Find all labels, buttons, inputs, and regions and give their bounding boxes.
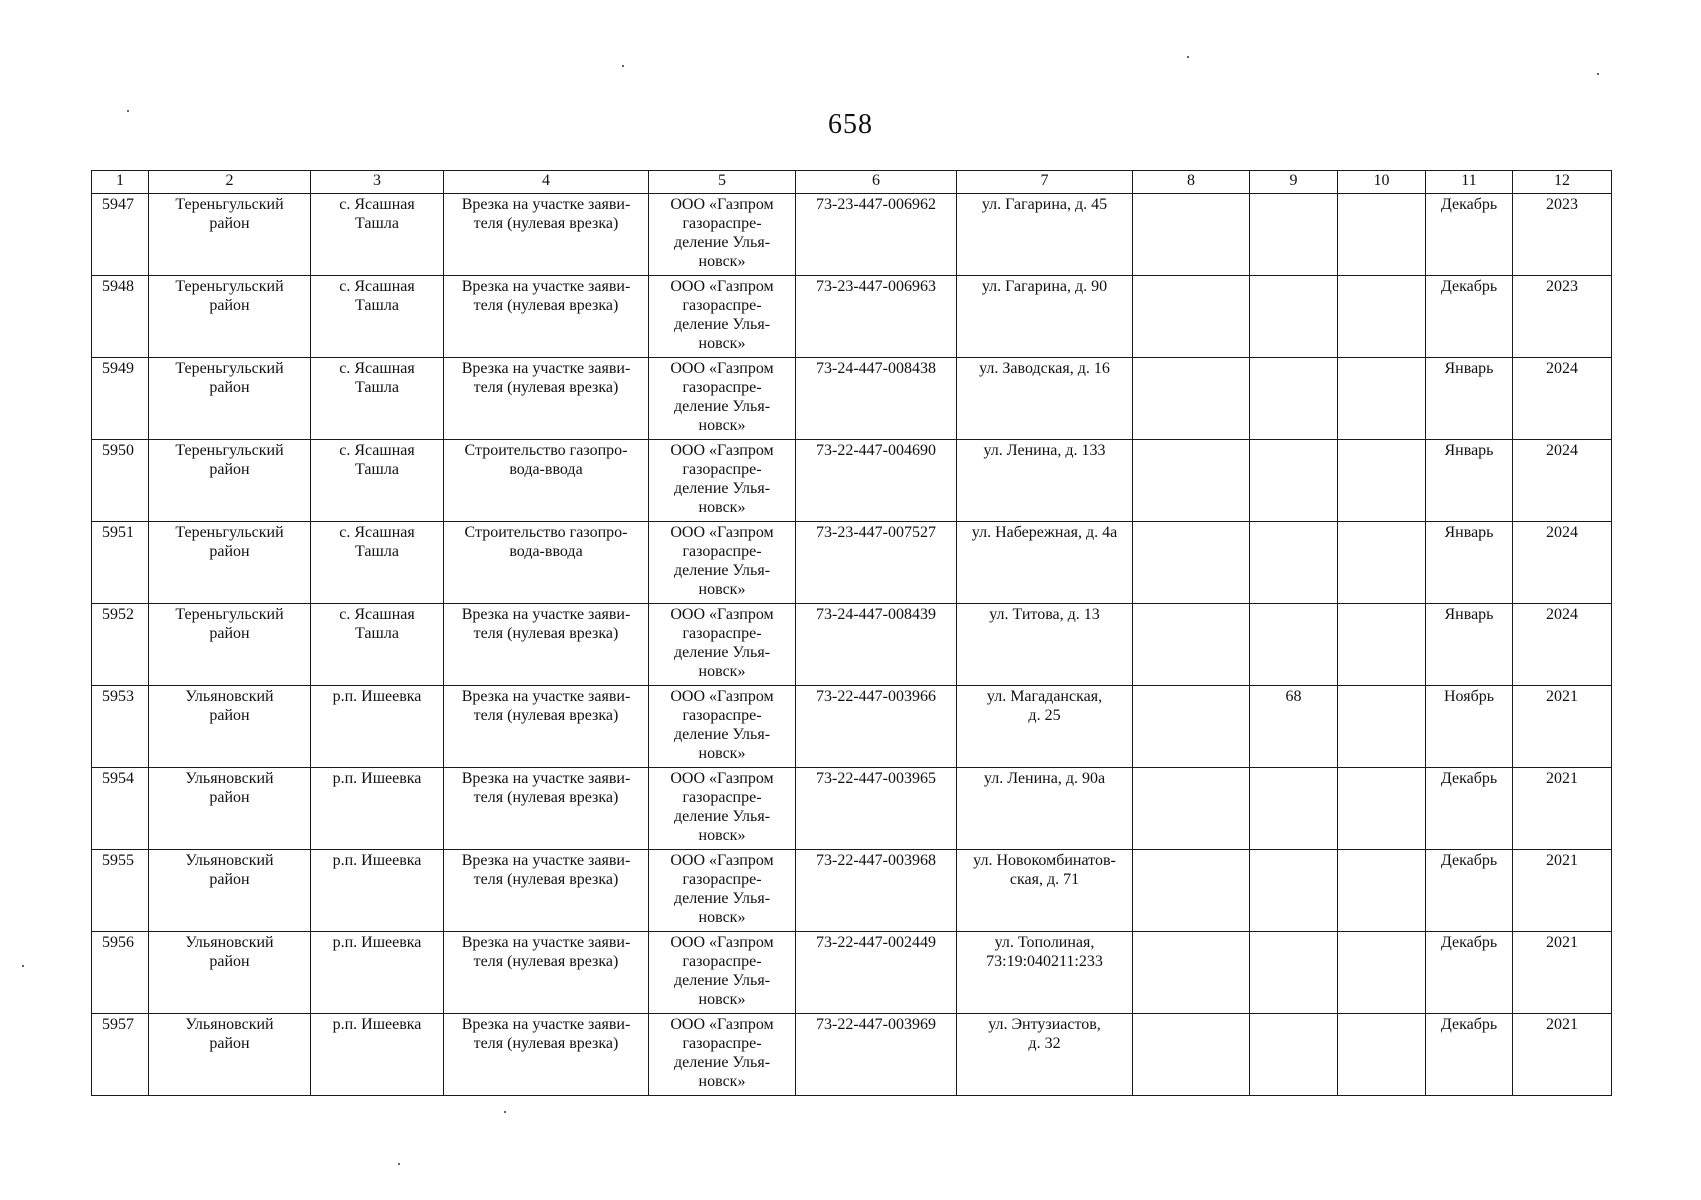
cell-line: район xyxy=(209,379,250,396)
cell-number: 5954 xyxy=(92,768,149,850)
cell-line: район xyxy=(209,1035,250,1052)
cell-organization xyxy=(649,522,796,604)
cell-settlement xyxy=(311,194,444,276)
cell-work-type xyxy=(444,850,649,932)
cell-line: Врезка на участке заяви- xyxy=(461,360,631,377)
cell-line: новск» xyxy=(698,581,746,598)
cell-line: новск» xyxy=(698,499,746,516)
cell-line: вода-ввода xyxy=(509,461,583,478)
cell-month: Декабрь xyxy=(1426,932,1513,1014)
cell-month: Январь xyxy=(1426,440,1513,522)
column-header-11: 11 xyxy=(1426,171,1513,194)
cell-address xyxy=(957,686,1133,768)
cell-line: Врезка на участке заяви- xyxy=(461,770,631,787)
cell-line: ул. Энтузиастов, xyxy=(988,1016,1101,1033)
cell-district xyxy=(149,358,311,440)
cell-number: 5956 xyxy=(92,932,149,1014)
cell-work-type xyxy=(444,1014,649,1096)
column-header-1: 1 xyxy=(92,171,149,194)
cell-line: Врезка на участке заяви- xyxy=(461,278,631,295)
cell-address xyxy=(957,850,1133,932)
table-row xyxy=(92,932,1612,1014)
cell-column-8 xyxy=(1133,522,1250,604)
cell-line: ская, д. 71 xyxy=(1009,871,1080,888)
cell-line: деление Улья- xyxy=(673,234,771,251)
scan-speck xyxy=(22,965,24,967)
cell-number: 5950 xyxy=(92,440,149,522)
cell-request-code: 73-23-447-007527 xyxy=(796,522,957,604)
cell-line: новск» xyxy=(698,417,746,434)
cell-district xyxy=(149,276,311,358)
cell-line: район xyxy=(209,625,250,642)
cell-address xyxy=(957,604,1133,686)
table-row xyxy=(92,194,1612,276)
cell-year: 2023 xyxy=(1513,194,1612,276)
cell-work-type xyxy=(444,522,649,604)
cell-district xyxy=(149,1014,311,1096)
table-row xyxy=(92,276,1612,358)
cell-organization xyxy=(649,440,796,522)
cell-number: 5957 xyxy=(92,1014,149,1096)
cell-line: деление Улья- xyxy=(673,726,771,743)
cell-organization xyxy=(649,850,796,932)
cell-line: район xyxy=(209,707,250,724)
cell-month: Январь xyxy=(1426,522,1513,604)
cell-work-type xyxy=(444,686,649,768)
cell-settlement xyxy=(311,932,444,1014)
cell-organization xyxy=(649,276,796,358)
cell-settlement xyxy=(311,276,444,358)
cell-work-type xyxy=(444,604,649,686)
cell-line: 73:19:040211:233 xyxy=(986,953,1103,970)
cell-line: газораспре- xyxy=(682,297,762,314)
cell-work-type xyxy=(444,768,649,850)
cell-line: с. Ясашная xyxy=(339,524,415,541)
cell-line: р.п. Ишеевка xyxy=(332,852,422,869)
cell-column-10 xyxy=(1338,686,1426,768)
cell-column-10 xyxy=(1338,276,1426,358)
cell-line: Тереньгульский xyxy=(175,196,284,213)
cell-line: Врезка на участке заяви- xyxy=(461,196,631,213)
cell-year: 2023 xyxy=(1513,276,1612,358)
cell-line: деление Улья- xyxy=(673,644,771,661)
cell-organization xyxy=(649,358,796,440)
table-row xyxy=(92,1014,1612,1096)
column-header-9: 9 xyxy=(1250,171,1338,194)
cell-request-code: 73-22-447-002449 xyxy=(796,932,957,1014)
cell-line: с. Ясашная xyxy=(339,196,415,213)
cell-line: Врезка на участке заяви- xyxy=(461,688,631,705)
cell-column-10 xyxy=(1338,358,1426,440)
table-body xyxy=(92,194,1612,1096)
cell-line: ООО «Газпром xyxy=(670,688,774,705)
cell-column-10 xyxy=(1338,522,1426,604)
cell-line: Ульяновский xyxy=(185,770,274,787)
cell-column-8 xyxy=(1133,440,1250,522)
cell-column-8 xyxy=(1133,850,1250,932)
cell-request-code: 73-24-447-008438 xyxy=(796,358,957,440)
cell-line: деление Улья- xyxy=(673,972,771,989)
cell-settlement xyxy=(311,1014,444,1096)
cell-year: 2021 xyxy=(1513,1014,1612,1096)
cell-line: ул. Ленина, д. 133 xyxy=(983,442,1106,459)
cell-line: ООО «Газпром xyxy=(670,1016,774,1033)
cell-line: Строительство газопро- xyxy=(464,524,628,541)
cell-month: Декабрь xyxy=(1426,1014,1513,1096)
cell-district xyxy=(149,194,311,276)
cell-column-8 xyxy=(1133,604,1250,686)
cell-request-code: 73-23-447-006963 xyxy=(796,276,957,358)
cell-column-8 xyxy=(1133,194,1250,276)
cell-line: с. Ясашная xyxy=(339,360,415,377)
cell-line: новск» xyxy=(698,253,746,270)
cell-line: ул. Титова, д. 13 xyxy=(989,606,1100,623)
cell-line: ООО «Газпром xyxy=(670,606,774,623)
cell-column-9 xyxy=(1250,358,1338,440)
cell-number: 5948 xyxy=(92,276,149,358)
cell-column-9 xyxy=(1250,1014,1338,1096)
cell-line: ул. Ленина, д. 90а xyxy=(983,770,1106,787)
cell-column-9 xyxy=(1250,440,1338,522)
cell-line: ООО «Газпром xyxy=(670,524,774,541)
cell-line: Тереньгульский xyxy=(175,278,284,295)
cell-line: новск» xyxy=(698,909,746,926)
cell-work-type xyxy=(444,276,649,358)
cell-column-8 xyxy=(1133,1014,1250,1096)
cell-address xyxy=(957,932,1133,1014)
cell-line: ул. Новокомбинатов- xyxy=(973,852,1116,869)
column-number-row xyxy=(92,171,1612,194)
table-row xyxy=(92,850,1612,932)
cell-line: ул. Гагарина, д. 90 xyxy=(981,278,1108,295)
table-row xyxy=(92,440,1612,522)
cell-settlement xyxy=(311,768,444,850)
cell-request-code: 73-22-447-004690 xyxy=(796,440,957,522)
scan-speck xyxy=(504,1111,506,1113)
cell-number: 5949 xyxy=(92,358,149,440)
column-header-5: 5 xyxy=(649,171,796,194)
cell-district xyxy=(149,604,311,686)
cell-address xyxy=(957,194,1133,276)
cell-line: деление Улья- xyxy=(673,316,771,333)
cell-column-8 xyxy=(1133,276,1250,358)
cell-line: Врезка на участке заяви- xyxy=(461,606,631,623)
cell-district xyxy=(149,686,311,768)
cell-work-type xyxy=(444,440,649,522)
cell-work-type xyxy=(444,358,649,440)
cell-line: ул. Набережная, д. 4а xyxy=(971,524,1118,541)
cell-line: Строительство газопро- xyxy=(464,442,628,459)
cell-line: газораспре- xyxy=(682,707,762,724)
cell-line: теля (нулевая врезка) xyxy=(473,1035,619,1052)
scan-speck xyxy=(127,110,129,112)
cell-line: Ульяновский xyxy=(185,688,274,705)
cell-address xyxy=(957,276,1133,358)
cell-line: деление Улья- xyxy=(673,808,771,825)
cell-organization xyxy=(649,1014,796,1096)
cell-line: ул. Тополиная, xyxy=(994,934,1095,951)
cell-settlement xyxy=(311,850,444,932)
column-header-7: 7 xyxy=(957,171,1133,194)
cell-line: новск» xyxy=(698,335,746,352)
cell-line: деление Улья- xyxy=(673,398,771,415)
cell-line: теля (нулевая врезка) xyxy=(473,789,619,806)
cell-line: вода-ввода xyxy=(509,543,583,560)
scan-speck xyxy=(1187,56,1189,58)
cell-line: газораспре- xyxy=(682,215,762,232)
cell-line: теля (нулевая врезка) xyxy=(473,871,619,888)
cell-month: Январь xyxy=(1426,604,1513,686)
cell-line: новск» xyxy=(698,1073,746,1090)
cell-line: с. Ясашная xyxy=(339,278,415,295)
cell-line: Ульяновский xyxy=(185,852,274,869)
cell-column-9 xyxy=(1250,522,1338,604)
cell-number: 5952 xyxy=(92,604,149,686)
page-number: 658 xyxy=(828,109,873,140)
cell-number: 5953 xyxy=(92,686,149,768)
cell-line: Ташла xyxy=(355,215,399,232)
cell-year: 2021 xyxy=(1513,768,1612,850)
cell-organization xyxy=(649,194,796,276)
cell-district xyxy=(149,850,311,932)
cell-column-10 xyxy=(1338,604,1426,686)
cell-settlement xyxy=(311,358,444,440)
cell-line: теля (нулевая врезка) xyxy=(473,379,619,396)
column-header-6: 6 xyxy=(796,171,957,194)
cell-line: деление Улья- xyxy=(673,480,771,497)
cell-address xyxy=(957,440,1133,522)
cell-line: Ульяновский xyxy=(185,1016,274,1033)
cell-column-9 xyxy=(1250,604,1338,686)
cell-column-10 xyxy=(1338,932,1426,1014)
column-header-2: 2 xyxy=(149,171,311,194)
cell-column-10 xyxy=(1338,1014,1426,1096)
cell-column-9 xyxy=(1250,850,1338,932)
cell-year: 2021 xyxy=(1513,686,1612,768)
cell-line: газораспре- xyxy=(682,953,762,970)
cell-district xyxy=(149,768,311,850)
cell-request-code: 73-22-447-003968 xyxy=(796,850,957,932)
cell-column-10 xyxy=(1338,440,1426,522)
column-header-4: 4 xyxy=(444,171,649,194)
cell-settlement xyxy=(311,686,444,768)
cell-line: газораспре- xyxy=(682,1035,762,1052)
cell-settlement xyxy=(311,604,444,686)
cell-year: 2024 xyxy=(1513,358,1612,440)
cell-line: новск» xyxy=(698,663,746,680)
cell-column-10 xyxy=(1338,768,1426,850)
cell-year: 2024 xyxy=(1513,440,1612,522)
cell-line: Ташла xyxy=(355,379,399,396)
cell-column-8 xyxy=(1133,932,1250,1014)
cell-line: ООО «Газпром xyxy=(670,770,774,787)
cell-settlement xyxy=(311,522,444,604)
cell-month: Январь xyxy=(1426,358,1513,440)
cell-line: Тереньгульский xyxy=(175,524,284,541)
cell-year: 2021 xyxy=(1513,932,1612,1014)
cell-line: р.п. Ишеевка xyxy=(332,934,422,951)
cell-year: 2024 xyxy=(1513,604,1612,686)
column-header-3: 3 xyxy=(311,171,444,194)
cell-address xyxy=(957,522,1133,604)
cell-line: р.п. Ишеевка xyxy=(332,770,422,787)
cell-line: газораспре- xyxy=(682,461,762,478)
cell-month: Декабрь xyxy=(1426,850,1513,932)
cell-line: теля (нулевая врезка) xyxy=(473,953,619,970)
cell-line: район xyxy=(209,297,250,314)
cell-column-8 xyxy=(1133,358,1250,440)
cell-number: 5947 xyxy=(92,194,149,276)
cell-work-type xyxy=(444,932,649,1014)
cell-line: газораспре- xyxy=(682,789,762,806)
cell-line: деление Улья- xyxy=(673,1054,771,1071)
table-row xyxy=(92,358,1612,440)
cell-line: теля (нулевая врезка) xyxy=(473,215,619,232)
cell-line: Ташла xyxy=(355,543,399,560)
cell-line: Ташла xyxy=(355,297,399,314)
cell-line: газораспре- xyxy=(682,871,762,888)
table-row xyxy=(92,522,1612,604)
cell-number: 5951 xyxy=(92,522,149,604)
cell-line: район xyxy=(209,953,250,970)
cell-organization xyxy=(649,768,796,850)
cell-request-code: 73-22-447-003965 xyxy=(796,768,957,850)
cell-line: теля (нулевая врезка) xyxy=(473,707,619,724)
cell-line: газораспре- xyxy=(682,543,762,560)
cell-year: 2021 xyxy=(1513,850,1612,932)
column-header-10: 10 xyxy=(1338,171,1426,194)
cell-line: ул. Заводская, д. 16 xyxy=(979,360,1110,377)
cell-line: Врезка на участке заяви- xyxy=(461,1016,631,1033)
cell-request-code: 73-22-447-003969 xyxy=(796,1014,957,1096)
cell-address xyxy=(957,358,1133,440)
cell-line: газораспре- xyxy=(682,625,762,642)
cell-month: Декабрь xyxy=(1426,194,1513,276)
cell-address xyxy=(957,1014,1133,1096)
cell-line: район xyxy=(209,543,250,560)
cell-line: Врезка на участке заяви- xyxy=(461,852,631,869)
cell-column-9 xyxy=(1250,768,1338,850)
cell-column-9 xyxy=(1250,932,1338,1014)
cell-request-code: 73-22-447-003966 xyxy=(796,686,957,768)
scan-speck xyxy=(622,65,624,67)
cell-month: Декабрь xyxy=(1426,276,1513,358)
cell-request-code: 73-24-447-008439 xyxy=(796,604,957,686)
cell-line: деление Улья- xyxy=(673,562,771,579)
cell-column-9 xyxy=(1250,194,1338,276)
cell-line: ООО «Газпром xyxy=(670,278,774,295)
cell-line: р.п. Ишеевка xyxy=(332,688,422,705)
column-header-8: 8 xyxy=(1133,171,1250,194)
table-row xyxy=(92,768,1612,850)
cell-line: район xyxy=(209,789,250,806)
cell-year: 2024 xyxy=(1513,522,1612,604)
cell-line: район xyxy=(209,215,250,232)
cell-month: Ноябрь xyxy=(1426,686,1513,768)
cell-line: ООО «Газпром xyxy=(670,934,774,951)
cell-line: ул. Гагарина, д. 45 xyxy=(981,196,1108,213)
cell-column-9: 68 xyxy=(1250,686,1338,768)
cell-line: район xyxy=(209,461,250,478)
cell-line: деление Улья- xyxy=(673,890,771,907)
cell-line: Ташла xyxy=(355,625,399,642)
scan-speck xyxy=(1597,73,1599,75)
cell-line: теля (нулевая врезка) xyxy=(473,297,619,314)
cell-settlement xyxy=(311,440,444,522)
table-header xyxy=(92,171,1612,194)
cell-line: д. 25 xyxy=(1028,707,1061,724)
cell-number: 5955 xyxy=(92,850,149,932)
cell-line: новск» xyxy=(698,745,746,762)
cell-organization xyxy=(649,932,796,1014)
cell-address xyxy=(957,768,1133,850)
cell-month: Декабрь xyxy=(1426,768,1513,850)
cell-line: Тереньгульский xyxy=(175,360,284,377)
cell-organization xyxy=(649,604,796,686)
cell-column-8 xyxy=(1133,686,1250,768)
cell-line: ООО «Газпром xyxy=(670,442,774,459)
table-row xyxy=(92,686,1612,768)
cell-line: новск» xyxy=(698,991,746,1008)
cell-work-type xyxy=(444,194,649,276)
cell-line: д. 32 xyxy=(1028,1035,1061,1052)
gasification-table xyxy=(91,170,1612,1096)
cell-line: район xyxy=(209,871,250,888)
cell-line: ООО «Газпром xyxy=(670,852,774,869)
cell-district xyxy=(149,932,311,1014)
cell-column-8 xyxy=(1133,768,1250,850)
cell-line: ул. Магаданская, xyxy=(986,688,1103,705)
cell-column-10 xyxy=(1338,850,1426,932)
cell-line: новск» xyxy=(698,827,746,844)
cell-line: ООО «Газпром xyxy=(670,360,774,377)
cell-district xyxy=(149,522,311,604)
cell-line: с. Ясашная xyxy=(339,442,415,459)
cell-line: газораспре- xyxy=(682,379,762,396)
cell-organization xyxy=(649,686,796,768)
cell-line: с. Ясашная xyxy=(339,606,415,623)
cell-request-code: 73-23-447-006962 xyxy=(796,194,957,276)
cell-line: теля (нулевая врезка) xyxy=(473,625,619,642)
table-row xyxy=(92,604,1612,686)
column-header-12: 12 xyxy=(1513,171,1612,194)
cell-line: Тереньгульский xyxy=(175,606,284,623)
cell-line: Ташла xyxy=(355,461,399,478)
cell-line: Тереньгульский xyxy=(175,442,284,459)
cell-column-9 xyxy=(1250,276,1338,358)
scan-speck xyxy=(398,1163,400,1165)
cell-district xyxy=(149,440,311,522)
cell-line: Врезка на участке заяви- xyxy=(461,934,631,951)
cell-line: ООО «Газпром xyxy=(670,196,774,213)
cell-column-10 xyxy=(1338,194,1426,276)
cell-line: р.п. Ишеевка xyxy=(332,1016,422,1033)
cell-line: Ульяновский xyxy=(185,934,274,951)
